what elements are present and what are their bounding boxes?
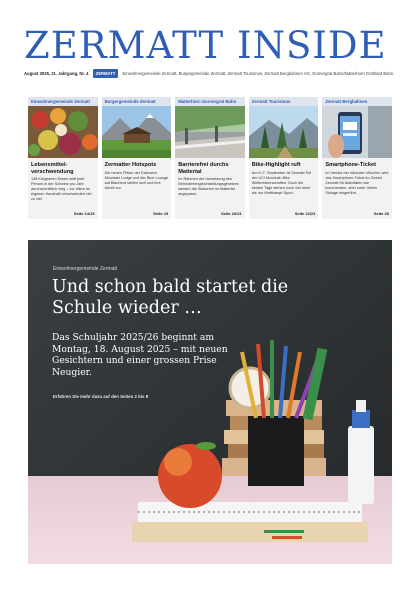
teaser-body: 138 Kilogramm Essen wirft jede Person in der Schweiz pro Jahr durchschnittlich weg – vor allem im eigenen Haushalt verschwinden viel zu viel. <box>31 177 92 202</box>
station-platform-photo <box>175 106 245 158</box>
mountain-lodge-photo <box>102 106 172 158</box>
hero-subhead: Das Schuljahr 2025/26 beginnt am Montag, 18. August 2025 – mit neuen Gesichtern und einer grossen Prise Neugier. <box>52 332 228 378</box>
teaser-body: Im Rahmen der Umsetzung des Behindertengleichstellungsgesetzes werden die Stationen im Mattertal angepasst. <box>178 177 239 197</box>
teaser-title: Bike-Highlight ruft <box>251 162 301 168</box>
teaser-page-ref: Seite 20/21 <box>221 211 242 216</box>
publishers-list: Einwohnergemeinde Zermatt, Burgergemeinde Zermatt, Zermatt Tourismus, Zermatt Bergbahnen AG, Gornergrat Bahn/Matterhorn Gotthard Bahn <box>122 71 394 76</box>
teaser-card[interactable] <box>102 97 172 219</box>
masthead <box>24 24 396 68</box>
teaser-body: Im Verlauf der nächsten Wochen wird das Smartphone-Ticket im Gebiet Zermatt für Aktivitäten wie kommenden, aber unter Vielen Skitage eingeführt. <box>325 170 389 195</box>
teaser-page-ref: Seite 14/15 <box>73 211 95 216</box>
teaser-category: Zermatt Bergbahnen <box>322 97 392 106</box>
vegetables-photo <box>28 106 98 158</box>
teaser-body: Am 6./7. September ist Zermatt Teil der UCI Mountain Bike Weltmeisterschaften. Doch die besten Tage stehen noch viel mehr als nur Wettkampf-Sport. <box>251 170 312 195</box>
teaser-card[interactable] <box>28 97 98 219</box>
teaser-row <box>28 97 392 219</box>
teaser-title: Smartphone-Ticket <box>325 162 376 168</box>
hero-headline: Und schon bald startet die Schule wieder … <box>52 277 289 318</box>
hero-kicker: Einwohnergemeinde Zermatt <box>53 266 118 272</box>
teaser-title: Zermatter Hotspots <box>104 162 157 168</box>
teaser-category: Matterhorn Gornergrat Bahn <box>175 97 245 106</box>
teaser-card[interactable] <box>322 97 392 219</box>
teaser-title: Lebensmittel-verschwendung <box>31 162 74 175</box>
hero-feature[interactable] <box>28 240 392 564</box>
teaser-page-ref: Seite 19 <box>153 211 169 216</box>
teaser-card[interactable] <box>249 97 319 219</box>
newspaper-title: ZERMATT INSIDE <box>24 24 387 67</box>
zermatt-logo-badge: ZERMATT <box>93 69 119 78</box>
teaser-category: Zermatt Tourismus <box>249 97 319 106</box>
smartphone-photo <box>322 106 392 158</box>
issue-info: August 2025, 21. Jahrgang, Nr. 4 <box>24 71 89 76</box>
teaser-card[interactable] <box>175 97 245 219</box>
teaser-page-ref: Seite 26 <box>373 211 389 216</box>
hero-page-ref: Erfahren Sie mehr dazu auf den Seiten 2 bis 8 <box>53 394 149 399</box>
teaser-category: Burgergemeinde Zermatt <box>102 97 172 106</box>
forest-trail-photo <box>249 106 319 158</box>
teaser-page-ref: Seite 22/23 <box>294 211 316 216</box>
dateline <box>24 69 396 78</box>
teaser-title: Barrierefrei durchs Mattertal <box>178 162 229 175</box>
teaser-body: Die neuen Plätze der Exklusive Mountain Lodge und der Blue Lounge auf Blauherd stellen sich und ihre Arbeit vor. <box>104 170 169 190</box>
teaser-category: Einwohnergemeinde Zermatt <box>28 97 98 106</box>
